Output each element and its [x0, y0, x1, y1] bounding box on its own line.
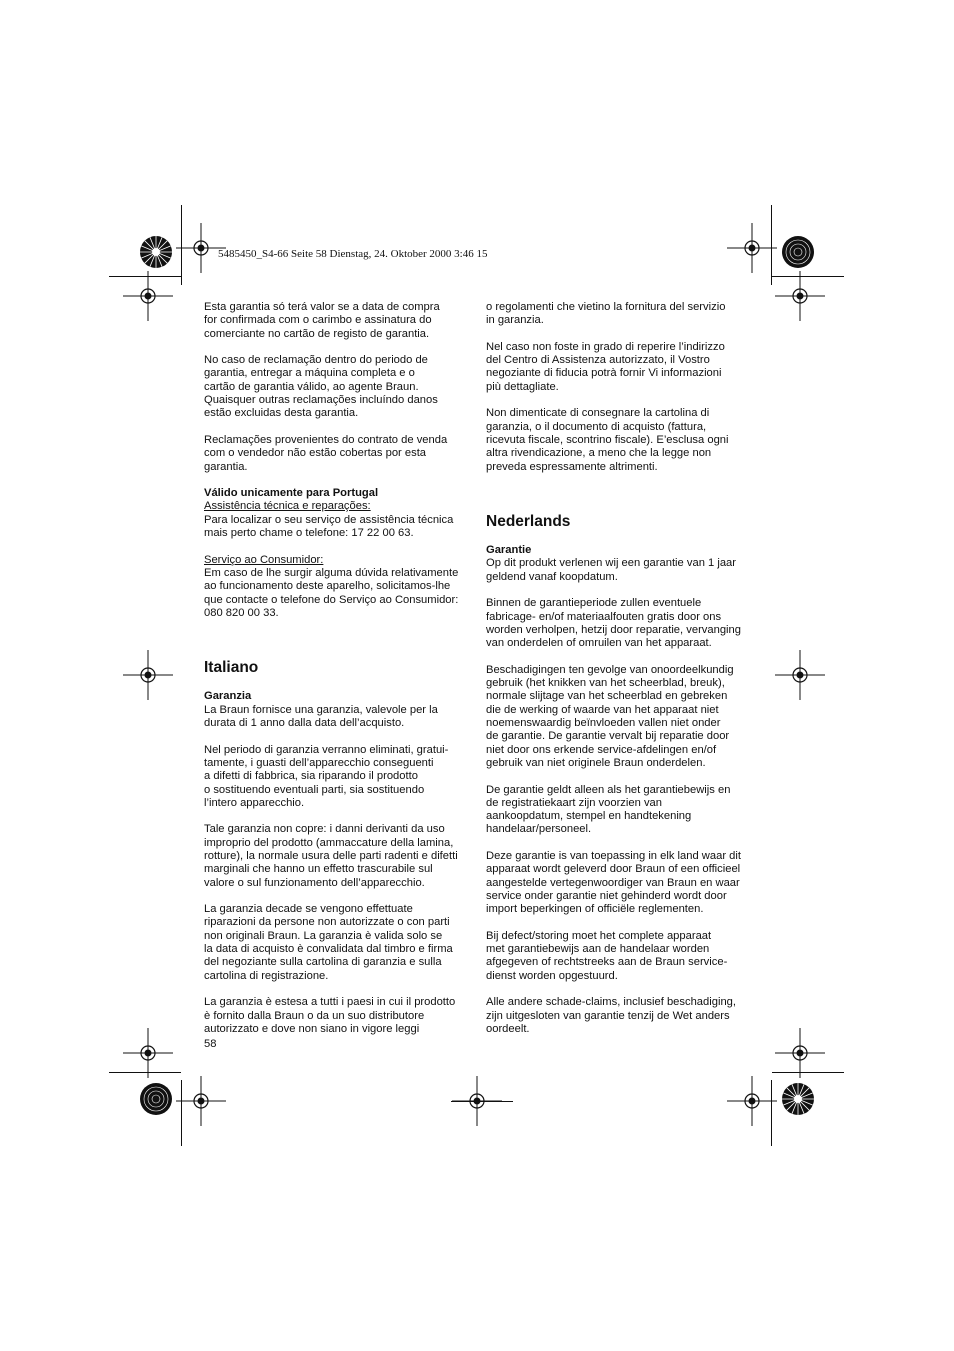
- text-line: gebruik van niet originele Braun onderdelen.: [486, 756, 706, 769]
- subtitle-consumer-service: Serviço ao Consumidor:: [204, 553, 324, 566]
- text-line: mais perto chame o telefone: 17 22 00 63.: [204, 527, 414, 540]
- registration-starburst-icon: [781, 1082, 815, 1116]
- text-line: normale slijtage van het scheerblad en gebreken: [486, 690, 728, 703]
- text-line: del negoziante sulla cartolina di garanzia e sulla: [204, 956, 442, 969]
- text-line: cartolina di registrazione.: [204, 969, 329, 982]
- text-line: Tale garanzia non copre: i danni derivanti da uso: [204, 823, 445, 836]
- text-line: tamente, i guasti dell’apparecchio conseguenti: [204, 756, 434, 769]
- text-line: niet door ons erkende service-afdelingen en/of: [486, 743, 717, 756]
- text-line: zijn uitgesloten van garantie tenzij de Wet anders: [486, 1009, 730, 1022]
- text-line: de garantie. De garantie vervalt bij reparatie door: [486, 730, 730, 743]
- text-line: improprio del prodotto (ammaccature della lamina,: [204, 836, 454, 849]
- text-line: o regolamenti che vietino la fornitura del servizio: [486, 301, 726, 313]
- paragraph: [486, 597, 754, 650]
- heading-nederlands: Nederlands: [486, 513, 571, 531]
- paragraph: [204, 903, 472, 983]
- text-line: for confirmada com o carimbo e assinatura do: [204, 314, 432, 327]
- text-line: è fornito dalla Braun o da un suo distributore: [204, 1009, 425, 1022]
- text-line: met garantiebewijs aan de handelaar worden: [486, 943, 710, 956]
- text-line: del Centro di Assistenza autorizzato, il Vostro: [486, 354, 710, 367]
- paragraph: [204, 744, 472, 810]
- paragraph: [204, 823, 472, 889]
- text-line: La garanzia è estesa a tutti i paesi in cui il prodotto: [204, 996, 456, 1009]
- text-line: afgegeven of rechtstreeks aan de Braun service-: [486, 956, 728, 969]
- crop-line: [451, 1101, 513, 1102]
- text-line: oordeelt.: [486, 1022, 530, 1035]
- paragraph: [486, 850, 754, 916]
- section-title-portugal: Válido unicamente para Portugal: [204, 487, 379, 500]
- crosshair-mark-icon: [176, 1076, 226, 1126]
- text-line: gebruik (het knikken van het scheerblad, breuk),: [486, 677, 725, 690]
- text-line: fabricage- en/of materiaalfouten gratis door ons: [486, 610, 722, 623]
- text-line: Op dit produkt verlenen wij een garantie van 1 jaar: [486, 557, 737, 570]
- text-line: 080 820 00 33.: [204, 606, 279, 619]
- text-line: worden verholpen, hetzij door reparatie, vervanging: [486, 623, 741, 636]
- print-header: 5485450_S4-66 Seite 58 Dienstag, 24. Oktober 2000 3:46 15: [218, 248, 488, 260]
- text-line: Alle andere schade-claims, inclusief beschadiging,: [486, 996, 736, 1009]
- registration-target-icon: [139, 1082, 173, 1116]
- text-line: Nel caso non foste in grado di reperire l’indirizzo: [486, 340, 725, 353]
- paragraph: [486, 784, 754, 837]
- paragraph: [204, 996, 472, 1036]
- text-line: De garantie geldt alleen als het garantiebewijs en: [486, 783, 731, 796]
- text-line: preveda espressamente altrimenti.: [486, 460, 658, 473]
- text-line: Em caso de lhe surgir alguma dúvida relativamente: [204, 566, 459, 579]
- text-line: marginali che hanno un effetto trascurabile sul: [204, 863, 433, 876]
- text-line: Non dimenticate di consegnare la cartolina di: [486, 407, 710, 420]
- text-line: die de werking of waarde van het apparaat niet: [486, 703, 719, 716]
- crosshair-mark-icon: [123, 1028, 173, 1078]
- text-line: Reclamações provenientes do contrato de venda: [204, 433, 448, 446]
- text-line: non originali Braun. La garanzia è valida solo se: [204, 929, 443, 942]
- text-line: noemenswaardig beïnvloeden vallen niet onder: [486, 717, 721, 730]
- text-line: com o vendedor não estão cobertas por esta: [204, 447, 427, 460]
- registration-starburst-icon: [139, 235, 173, 269]
- text-line: riparazioni da persone non autorizzate o con parti: [204, 916, 450, 929]
- text-line: Esta garantia só terá valor se a data de compra: [204, 301, 440, 313]
- text-line: garantia.: [204, 460, 248, 473]
- text-line: a difetti di fabbrica, sia riparando il prodotto: [204, 770, 418, 783]
- text-line: Quaisquer outras reclamações incluíndo danos: [204, 394, 438, 407]
- subtitle-garanzia: Garanzia: [204, 690, 252, 703]
- text-line: Binnen de garantieperiode zullen eventuele: [486, 597, 702, 610]
- paragraph: [486, 996, 754, 1036]
- crosshair-mark-icon: [775, 650, 825, 700]
- paragraph: [486, 557, 754, 584]
- crosshair-mark-icon: [775, 271, 825, 321]
- page-number: 58: [204, 1038, 217, 1050]
- text-line: No caso de reclamação dentro do periodo de: [204, 354, 428, 367]
- paragraph: [486, 664, 754, 770]
- text-line: dienst worden opgestuurd.: [486, 969, 618, 982]
- paragraph: [204, 704, 472, 731]
- text-line: Beschadigingen ten gevolge van onoordeelkundig: [486, 663, 734, 676]
- text-line: la data di acquisto è convalidata dal timbro e firma: [204, 943, 453, 956]
- text-line: o sostituendo eventuali parti, sia sostituendo: [204, 783, 425, 796]
- text-line: La garanzia decade se vengono effettuate: [204, 903, 413, 916]
- paragraph: [486, 301, 754, 328]
- text-line: aankoopdatum, stempel en handtekening: [486, 810, 692, 823]
- text-line: negoziante di fiducia potrà fornir Vi informazioni: [486, 367, 722, 380]
- text-line: durata di 1 anno dalla data dell’acquisto.: [204, 717, 405, 730]
- paragraph: [486, 930, 754, 983]
- crosshair-mark-icon: [123, 271, 173, 321]
- text-line: de registratiekaart zijn voorzien van: [486, 796, 662, 809]
- text-line: l’intero apparecchio.: [204, 796, 305, 809]
- right-column: [486, 301, 754, 1049]
- text-line: aangestelde vertegenwoordiger van Braun en waar: [486, 876, 740, 889]
- paragraph: [204, 354, 472, 420]
- text-line: La Braun fornisce una garanzia, valevole per la: [204, 703, 438, 716]
- text-line: comerciante no cartão de registo de garantia.: [204, 327, 430, 340]
- text-line: ao funcionamento deste aparelho, solicitamos-lhe: [204, 580, 451, 593]
- text-line: garanzia, o il documento di acquisto (fattura,: [486, 420, 707, 433]
- text-line: handelaar/personeel.: [486, 823, 592, 836]
- paragraph: [204, 514, 472, 541]
- paragraph: [486, 407, 754, 473]
- text-line: Deze garantie is van toepassing in elk land waar dit: [486, 849, 741, 862]
- paragraph: [204, 434, 472, 474]
- subtitle-garantie: Garantie: [486, 544, 532, 557]
- text-line: service onder garantie niet gehinderd wordt door: [486, 889, 727, 902]
- text-line: rotture), la normale usura delle parti radenti e difetti: [204, 849, 458, 862]
- text-line: altra rivendicazione, a meno che la legge non: [486, 447, 712, 460]
- text-line: estão excluidas desta garantia.: [204, 407, 359, 420]
- text-line: ricevuta fiscale, scontrino fiscale). E’esclusa ogni: [486, 433, 729, 446]
- crosshair-mark-icon: [775, 1028, 825, 1078]
- text-line: geldend vanaf koopdatum.: [486, 570, 618, 583]
- text-line: valore o sul funzionamento dell’apparecchio.: [204, 876, 425, 889]
- crosshair-mark-icon: [727, 223, 777, 273]
- text-line: Para localizar o seu serviço de assistência técnica: [204, 513, 454, 526]
- heading-italiano: Italiano: [204, 659, 259, 677]
- text-line: apparaat wordt geleverd door Braun of een officieel: [486, 863, 741, 876]
- text-line: in garanzia.: [486, 314, 544, 327]
- text-line: più dettagliate.: [486, 380, 559, 393]
- paragraph: [204, 301, 472, 341]
- text-line: cartão de garantia válido, ao agente Braun.: [204, 380, 419, 393]
- paragraph: [204, 567, 472, 620]
- text-line: van onderdelen of omruilen van het apparaat.: [486, 637, 712, 650]
- text-line: Bij defect/storing moet het complete apparaat: [486, 929, 712, 942]
- crosshair-mark-icon: [727, 1076, 777, 1126]
- text-line: garantia, entregar a máquina completa e o: [204, 367, 415, 380]
- subtitle-assistance: Assistência técnica e reparações:: [204, 500, 371, 513]
- crosshair-mark-icon: [123, 650, 173, 700]
- text-line: autorizzato e dove non siano in vigore leggi: [204, 1022, 420, 1035]
- paragraph: [486, 341, 754, 394]
- text-line: que contacte o telefone do Serviço ao Consumidor:: [204, 593, 459, 606]
- text-line: import beperkingen of officiële reglementen.: [486, 903, 704, 916]
- registration-target-icon: [781, 235, 815, 269]
- left-column: [204, 301, 472, 1049]
- text-line: Nel periodo di garanzia verranno eliminati, gratui-: [204, 743, 449, 756]
